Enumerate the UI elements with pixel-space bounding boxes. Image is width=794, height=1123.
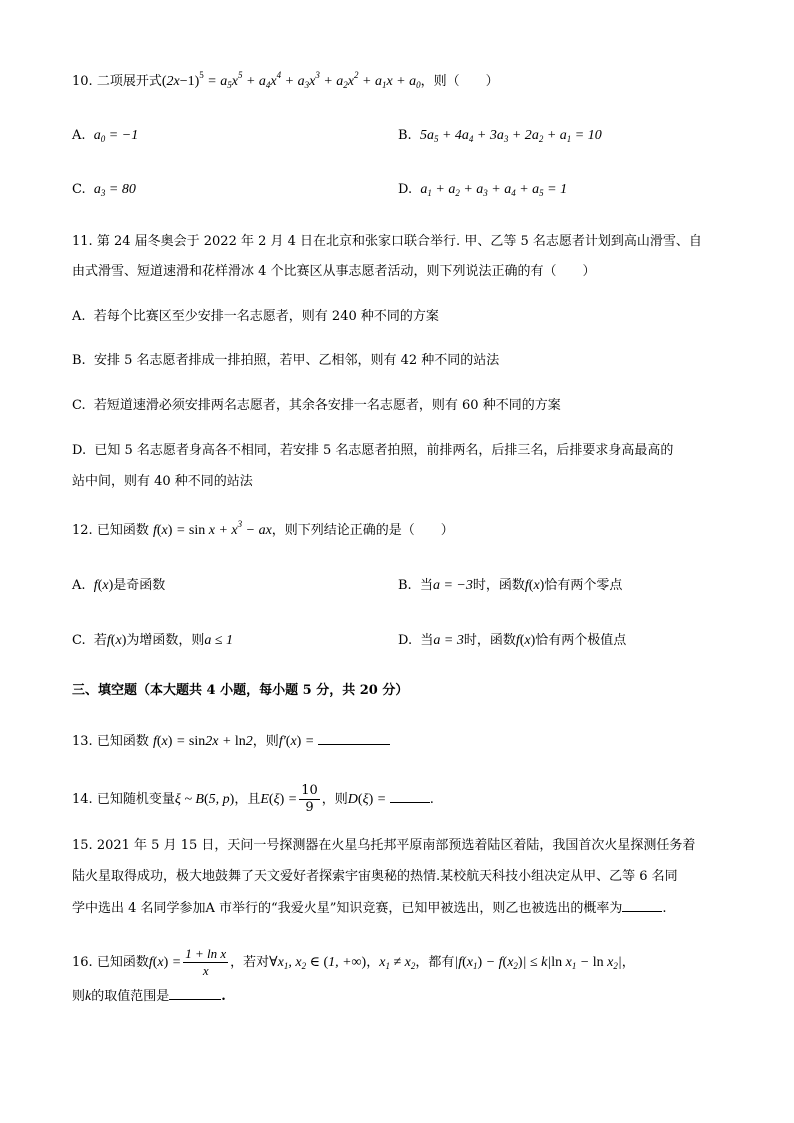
q15-answer-blank[interactable] xyxy=(622,899,662,912)
q16-mid: ，若对 xyxy=(230,955,270,970)
option-label: D. xyxy=(72,443,87,458)
q16-line2-prefix: 则 xyxy=(72,989,86,1004)
option-label: A. xyxy=(72,309,86,324)
q14-formula: ξ ~ B(5, p) xyxy=(174,792,235,807)
option-label: B. xyxy=(72,353,86,368)
option-label: C. xyxy=(72,398,86,413)
fraction-numerator: 1 + ln x xyxy=(185,946,227,961)
q11-option-d-line2: 站中间，则有 40 种不同的站法 xyxy=(72,474,253,489)
option-label: D. xyxy=(398,633,413,648)
q12-tail: ，则下列结论正确的是（ ） xyxy=(271,523,454,538)
q10-option-d-formula: $a_1 + a_2 + a_3 + a_4 + a_5 = 1$ xyxy=(420,182,568,198)
option-label: A. xyxy=(72,128,86,143)
option-label: D. xyxy=(398,182,413,197)
option-text: 若短道速滑必须安排两名志愿者，其余各安排一名志愿者，则有 60 种不同的方案 xyxy=(93,398,561,413)
q12-option-c-text: 若f(x)为增函数，则a ≤ 1 xyxy=(93,633,234,648)
q16-inequality: $|f(x_1) - f(x_2)| \le k|\ln$ $x_1 - \ln x_2|$ xyxy=(454,955,622,971)
option-text: 已知 5 名志愿者身高各不相同，若安排 5 名志愿者拍照，前排两名，后排三名，后排要求身高最高的 xyxy=(94,443,674,458)
q15-number: 15. xyxy=(72,838,93,853)
q16-fraction xyxy=(183,946,228,979)
q16-formula: f(x) = xyxy=(148,955,182,970)
q12-formula: $f(x) = \sin x + x^3$ − ax xyxy=(152,519,272,538)
q10-option-c xyxy=(72,180,136,200)
option-label: B. xyxy=(398,128,412,143)
q14-number: 14. xyxy=(72,792,93,807)
q10-tail: ，则（ ） xyxy=(420,74,499,89)
option-label: C. xyxy=(72,182,86,197)
q12-option-d xyxy=(398,631,626,651)
option-text: 若每个比赛区至少安排一名志愿者，则有 240 种不同的方案 xyxy=(93,309,439,324)
q10-formula: $(2x-1)^5 = a_5x^5 + a_4x^4 + a_3x^3 + a_2x^2 + a_1x + a_0$ xyxy=(161,70,421,90)
section-title: 三、填空题（本大题共 4 小题，每小题 5 分，共 20 分） xyxy=(72,683,409,698)
q13-formula: f(x) = sin2x + ln2 xyxy=(152,734,253,749)
q14-mid: ，且 xyxy=(234,792,261,807)
q12-stem-text: 已知函数 xyxy=(96,523,149,538)
q10-stem-text: 二项展开式 xyxy=(96,74,162,89)
q12-number: 12. xyxy=(72,523,93,538)
q14-stem: 14. 已知随机变量ξ ~ B(5, p)，且E(ξ) = $\frac{10}{9}$ ，则D(ξ) = . xyxy=(72,783,434,815)
q16-answer-blank[interactable] xyxy=(169,987,221,1000)
q16-mid2: ， xyxy=(366,955,380,970)
q16-stem xyxy=(72,946,635,979)
q10-option-d xyxy=(398,180,567,200)
option-label: C. xyxy=(72,633,86,648)
q12-option-a-text: 是奇函数 xyxy=(113,578,166,593)
q13-answer-blank[interactable] xyxy=(318,732,390,745)
q15-line3: 学中选出 4 名同学参加A 市举行的“我爱火星”知识竞赛，已知甲被选出，则乙也被选出的概率为 . xyxy=(72,901,667,916)
q12-option-b xyxy=(398,576,622,596)
q16-variable-k: k xyxy=(85,989,92,1004)
q16-line2: 则k的取值范围是 . xyxy=(72,989,226,1004)
q11-line1 xyxy=(72,232,702,252)
option-label: B. xyxy=(398,578,412,593)
option-label: A. xyxy=(72,578,86,593)
q16-line2-text: 的取值范围是 xyxy=(91,989,170,1004)
q10-option-b xyxy=(398,126,602,146)
q12-option-d-text: 当a = 3时，函数f(x)恰有两个极值点 xyxy=(420,633,627,648)
fraction-numerator: 10 xyxy=(301,783,318,798)
q12-option-a-formula: f(x) xyxy=(93,578,114,593)
option-text: 安排 5 名志愿者排成一排拍照，若甲、乙相邻，则有 42 种不同的站法 xyxy=(93,353,500,368)
q15-line2: 陆火星取得成功，极大地鼓舞了天文爱好者探索宇宙奥秘的热情.某校航天科技小组决定从甲、乙等 6 名同 xyxy=(72,869,678,884)
fraction-denominator: 9 xyxy=(305,800,314,815)
q10-option-c-formula: $a_3 = 80$ xyxy=(93,182,136,198)
q15-text-1: 2021 年 5 月 15 日，天问一号探测器在火星乌托邦平原南部预选着陆区着陆，我国首次火星探测任务着 xyxy=(96,838,696,853)
q16-mid3: ，都有 xyxy=(415,955,455,970)
q13-derivative: f′(x) = xyxy=(278,734,318,749)
q16-condition: $\forall x_1$, $x_2$ ∈ (1, +∞) xyxy=(269,955,367,971)
q13-tail: ，则 xyxy=(252,734,279,749)
q10-number: 10. xyxy=(72,74,93,89)
q14-mid2: ，则 xyxy=(321,792,348,807)
q14-variance: D(ξ) = xyxy=(347,792,390,807)
q16-condition2: $x_1 \ne x_2$ xyxy=(379,955,416,971)
q11-option-d xyxy=(72,441,673,461)
q12-option-b-text: 当a = −3时，函数f(x)恰有两个零点 xyxy=(419,578,623,593)
q11-option-c xyxy=(72,396,561,416)
q14-stem-text: 已知随机变量 xyxy=(96,792,175,807)
q10-stem xyxy=(72,72,499,92)
q13-number: 13. xyxy=(72,734,93,749)
q12-option-a xyxy=(72,576,165,596)
q12-option-c xyxy=(72,631,233,651)
q16-tail: ， xyxy=(621,955,635,970)
q16-stem-text: 已知函数 xyxy=(96,955,149,970)
q11-text-1: 第 24 届冬奥会于 2022 年 2 月 4 日在北京和张家口联合举行. 甲、乙等 5 名志愿者计划到高山滑雪、自 xyxy=(96,234,702,249)
q13-stem xyxy=(72,732,390,752)
q14-expectation: E(ξ) = xyxy=(260,792,298,807)
q11-option-a xyxy=(72,307,439,327)
q12-stem xyxy=(72,521,454,541)
fraction-denominator: x xyxy=(202,963,209,978)
q10-option-a xyxy=(72,126,138,146)
q15-line1 xyxy=(72,836,695,856)
q13-stem-text: 已知函数 xyxy=(96,734,149,749)
q14-answer-blank[interactable] xyxy=(390,790,430,803)
q10-option-a-formula: $a_0 = -1$ xyxy=(93,128,139,144)
q11-number: 11. xyxy=(72,234,93,249)
q10-option-b-formula: $5a_5 + 4a_4 + 3a_3 + 2a_2 + a_1 = 10$ xyxy=(419,128,602,144)
q14-fraction xyxy=(299,783,320,816)
q16-number: 16. xyxy=(72,955,93,970)
q11-line2: 由式滑雪、短道速滑和花样滑冰 4 个比赛区从事志愿者活动，则下列说法正确的有（ ） xyxy=(72,264,596,279)
q11-option-b xyxy=(72,351,499,371)
q15-text-3: 学中选出 4 名同学参加A 市举行的“我爱火星”知识竞赛，已知甲被选出，则乙也被选出的概率为 xyxy=(72,901,623,916)
